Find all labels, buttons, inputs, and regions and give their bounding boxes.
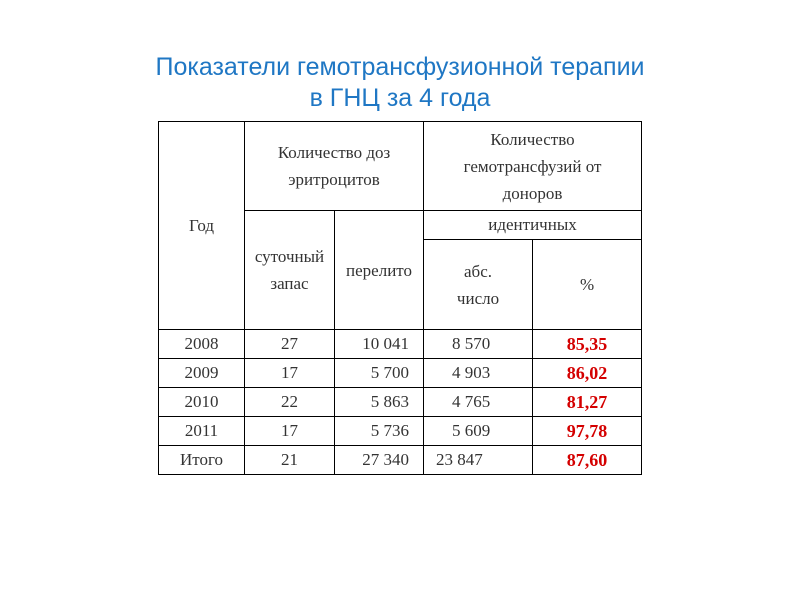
- header-identical: идентичных: [424, 211, 642, 240]
- cell-abs: 8 570: [424, 330, 533, 359]
- cell-year: 2011: [159, 417, 245, 446]
- cell-daily-stock: 21: [245, 446, 335, 475]
- table-row: [159, 359, 642, 388]
- cell-transfused: 27 340: [335, 446, 424, 475]
- header-daily-stock: суточный запас: [245, 211, 335, 330]
- header-doses-group: Количество доз эритроцитов: [245, 122, 424, 211]
- cell-year: Итого: [159, 446, 245, 475]
- cell-percent: 97,78: [533, 417, 642, 446]
- cell-daily-stock: 17: [245, 359, 335, 388]
- cell-abs: 4 765: [424, 388, 533, 417]
- title-line-1: Показатели гемотрансфузионной терапии: [155, 53, 645, 81]
- header-transfusions-group: Количество гемотрансфузий от доноров: [424, 122, 642, 211]
- cell-transfused: 5 700: [335, 359, 424, 388]
- table-row: [159, 330, 642, 359]
- table-row-total: [159, 446, 642, 475]
- cell-percent: 81,27: [533, 388, 642, 417]
- header-transfused: перелито: [335, 211, 424, 330]
- title-line-2: в ГНЦ за 4 года: [309, 84, 491, 112]
- cell-year: 2010: [159, 388, 245, 417]
- cell-percent: 85,35: [533, 330, 642, 359]
- cell-abs: 4 903: [424, 359, 533, 388]
- table-row: [159, 388, 642, 417]
- cell-percent: 87,60: [533, 446, 642, 475]
- header-row-1: [159, 122, 642, 211]
- cell-transfused: 5 863: [335, 388, 424, 417]
- slide-title: [0, 52, 800, 114]
- transfusion-table: [158, 121, 642, 475]
- header-year: Год: [159, 122, 245, 330]
- cell-abs: 23 847: [424, 446, 533, 475]
- cell-transfused: 5 736: [335, 417, 424, 446]
- cell-year: 2009: [159, 359, 245, 388]
- cell-daily-stock: 22: [245, 388, 335, 417]
- header-abs-number: абс. число: [424, 240, 533, 330]
- header-percent: %: [533, 240, 642, 330]
- cell-abs: 5 609: [424, 417, 533, 446]
- cell-daily-stock: 17: [245, 417, 335, 446]
- cell-year: 2008: [159, 330, 245, 359]
- cell-transfused: 10 041: [335, 330, 424, 359]
- cell-daily-stock: 27: [245, 330, 335, 359]
- cell-percent: 86,02: [533, 359, 642, 388]
- table-row: [159, 417, 642, 446]
